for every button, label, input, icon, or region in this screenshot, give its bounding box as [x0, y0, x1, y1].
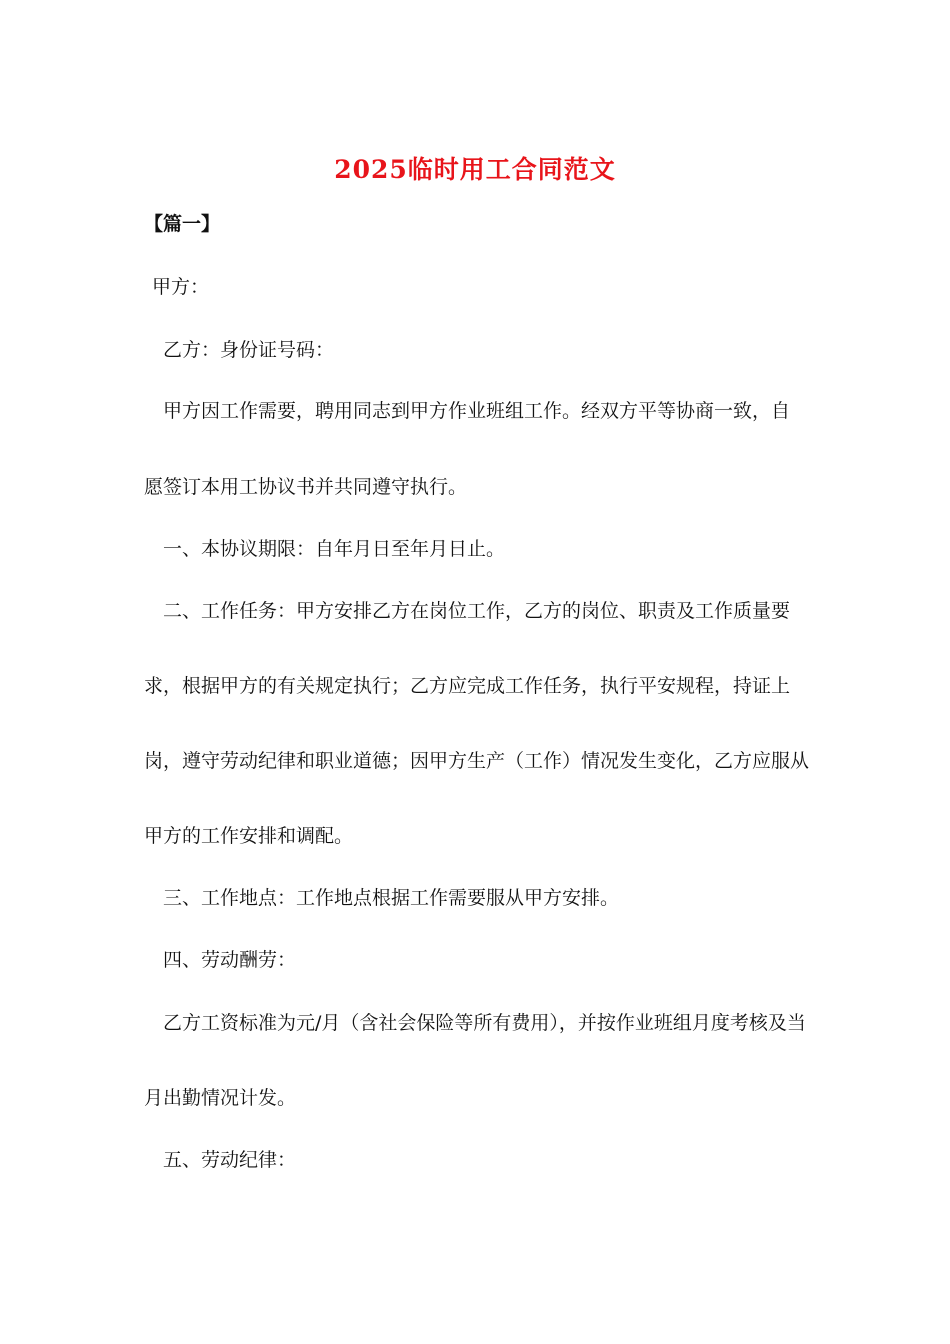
paragraph-line: 月出勤情况计发。 — [144, 1087, 297, 1109]
party-b-line: 乙方：身份证号码： — [163, 339, 335, 361]
paragraph-line: 乙方工资标准为元/月（含社会保险等所有费用），并按作业班组月度考核及当 — [163, 1012, 806, 1034]
paragraph-line: 甲方因工作需要，聘用同志到甲方作业班组工作。经双方平等协商一致，自 — [163, 400, 791, 422]
clause-4-line: 四、劳动酬劳： — [163, 949, 297, 971]
paragraph-line: 岗，遵守劳动纪律和职业道德；因甲方生产（工作）情况发生变化，乙方应服从 — [144, 750, 810, 772]
section-label: 【篇一】 — [144, 213, 221, 235]
clause-2-line: 二、工作任务：甲方安排乙方在岗位工作，乙方的岗位、职责及工作质量要 — [163, 600, 791, 622]
document-title: 2025临时用工合同范文 — [334, 155, 616, 184]
clause-5-line: 五、劳动纪律： — [163, 1149, 297, 1171]
clause-3-line: 三、工作地点：工作地点根据工作需要服从甲方安排。 — [163, 887, 620, 909]
paragraph-line: 愿签订本用工协议书并共同遵守执行。 — [144, 476, 468, 498]
paragraph-line: 甲方的工作安排和调配。 — [144, 825, 354, 847]
party-a-line: 甲方： — [152, 276, 210, 298]
clause-1-line: 一、本协议期限：自年月日至年月日止。 — [163, 538, 506, 560]
paragraph-line: 求，根据甲方的有关规定执行；乙方应完成工作任务，执行平安规程，持证上 — [144, 675, 791, 697]
